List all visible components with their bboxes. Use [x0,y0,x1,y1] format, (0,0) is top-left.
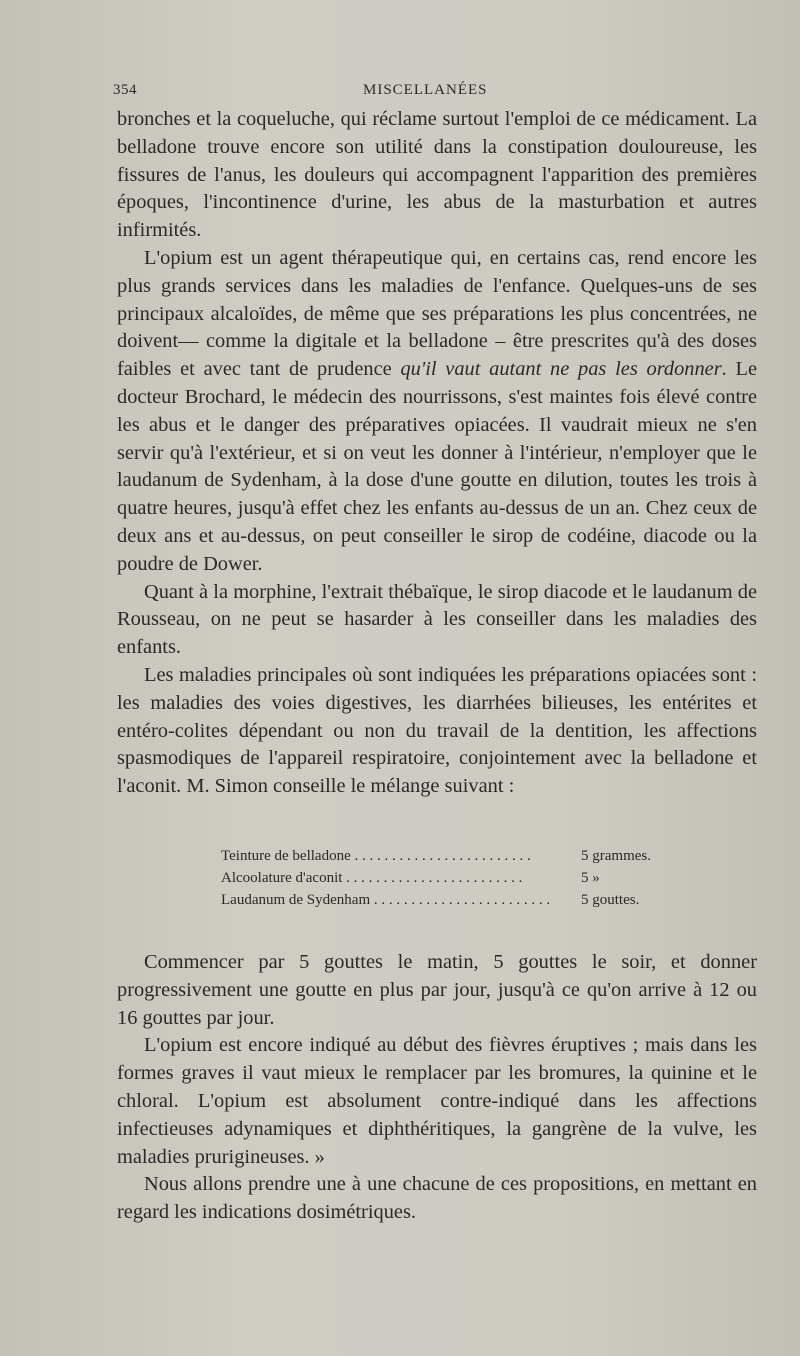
paragraph-contraindications: L'opium est encore indiqué au début des fièvres éruptives ; mais dans les formes graves il vaut mieux le remplacer par les bromures, la quinine et le chloral. L'opium est absolument contre-indiqué dans les affections infectieuses adynamiques et diphthéritiques, la gangrène de la vulve, les maladies prurigineuses. » [117,1034,757,1168]
prescription-ingredient: Laudanum de Sydenham . . . [221,889,581,911]
prescription-row [221,867,757,889]
paragraph-opium-text-2: . Le docteur Brochard, le médecin des nourrissons, s'est maintes fois élevé contre les abus et le danger des préparatives opiacées. Il vaudrait mieux ne s'en servir qu'à l'extérieur, et si on veut les donner à l'intérieur, n'employer que le laudanum de Sydenham, à la dose d'une goutte en dilution, toutes les trois à quatre heures, jusqu'à effet chez les enfants au-dessus de un an. Chez ceux de deux ans et au-dessus, on peut conseiller le sirop de codéine, diacode ou la poudre de Dower. [117,358,757,575]
prescription-quantity: 5 grammes. [581,847,651,864]
prescription-row [221,845,757,867]
paragraph-opium-text-1: L'opium est un agent thérapeutique qui, en certains cas, rend encore les plus grands services dans les maladies de l'enfance. Quelques-uns de ses principaux alcaloïdes, de même que ses préparations les plus concentrées, ne doivent— comme la digitale et la belladone – être prescrites qu'à des doses faibles et avec tant de prudence [117,246,757,381]
paragraph-conclusion: Nous allons prendre une à une chacune de ces propositions, en mettant en regard les indications dosimétriques. [117,1173,757,1224]
paragraph-morphine: Quant à la morphine, l'extrait thébaïque, le sirop diacode et le laudanum de Rousseau, on ne peut se hasarder à les conseiller dans les maladies des enfants. [117,580,757,659]
prescription-list [117,845,757,911]
page-number: 354 [113,82,137,98]
prescription-ingredient: Alcoolature d'aconit . . . [221,867,581,889]
paragraph-maladies: Les maladies principales où sont indiquées les préparations opiacées sont : les maladies des voies digestives, les diarrhées bilieuses, les entérites et entéro-colites dépendant ou non du travail de la dentition, les affections spasmodiques de l'appareil respiratoire, conjointement avec la belladone et l'aconit. M. Simon conseille le mélange suivant : [117,663,757,798]
paragraph-dosage: Commencer par 5 gouttes le matin, 5 gouttes le soir, et donner progressivement une goutte en plus par jour, jusqu'à ce qu'on arrive à 12 ou 16 gouttes par jour. [117,950,757,1029]
prescription-quantity: 5 » [581,869,600,886]
paragraph-opium [117,245,757,579]
paragraph-continuation: bronches et la coqueluche, qui réclame surtout l'emploi de ce médicament. La belladone trouve encore son utilité dans la constipation douloureuse, les fissures de l'anus, les douleurs qui accompagnent l'apparition des premières époques, l'incontinence d'urine, les abus de la masturbation et autres infirmités. [117,108,757,242]
prescription-quantity: 5 gouttes. [581,891,640,908]
prescription-ingredient: Teinture de belladone . . . [221,845,581,867]
body-text [117,106,757,1227]
page-header [113,82,753,104]
running-title: MISCELLANÉES [363,82,488,98]
paragraph-opium-italic: qu'il vaut autant ne pas les ordonner [400,358,722,381]
prescription-row [221,889,757,911]
